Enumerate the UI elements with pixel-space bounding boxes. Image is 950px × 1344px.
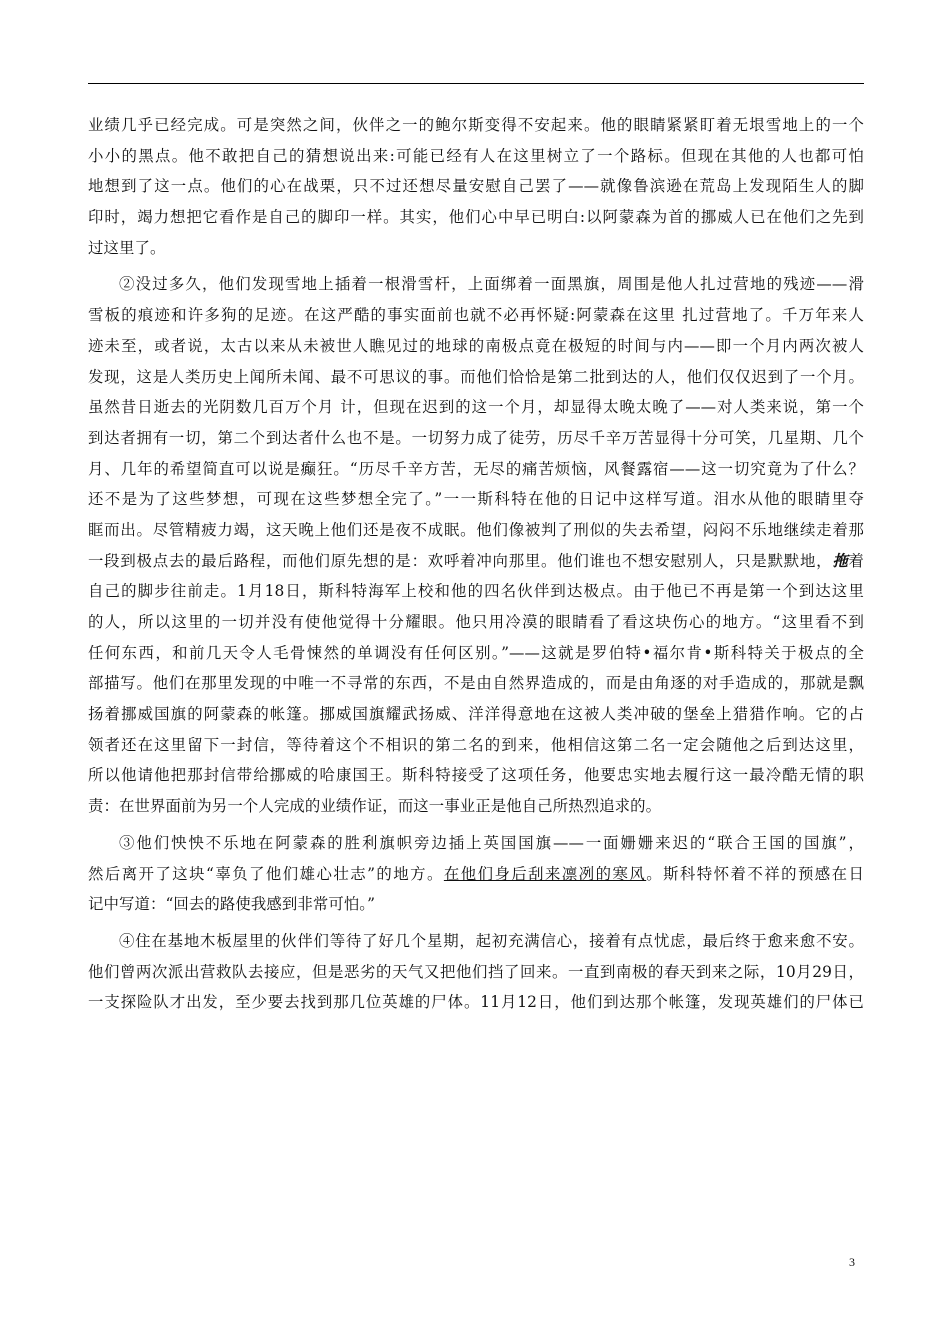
text-line: 扬着挪威国旗的阿蒙森的帐篷。挪威国旗耀武扬威、洋洋得意地在这被人类冲破的堡垒上猎猎作响。它的占 — [88, 705, 864, 724]
text-line: 自己的脚步往前走。1月18日，斯科特海军上校和他的四名伙伴到达极点。由于他已不再是第一个到达这里 — [88, 582, 864, 601]
paragraph-2 — [88, 269, 864, 821]
text-line: ②没过多久，他们发现雪地上插着一根滑雪杆，上面绑着一面黑旗，周围是他人扎过营地的残迹——滑 — [119, 275, 864, 294]
text-line: 还不是为了这些梦想，可现在这些梦想全完了。”一一斯科特在他的日记中这样写道。泪水从他的眼睛里夺 — [88, 490, 864, 509]
text-segment: 。斯科特怀着不祥的预感在日 — [646, 864, 865, 883]
text-line-with-underline — [88, 859, 864, 890]
text-line: ④住在基地木板屋里的伙伴们等待了好几个星期，起初充满信心，接着有点忧虑，最后终于愈来愈不安。 — [119, 931, 864, 950]
text-line: 任何东西，和前几天令人毛骨悚然的单调没有任何区别。”——这就是罗伯特•福尔肯•斯科特关于极点的全 — [88, 643, 864, 662]
text-line: 的人，所以这里的一切并没有使他觉得十分耀眼。他只用冷漠的眼睛看了看这块伤心的地方。“这里看不到 — [88, 613, 864, 631]
text-line: ③他们怏怏不乐地在阿蒙森的胜利旗帜旁边插上英国国旗——一面姗姗来迟的“联合王国的国旗”， — [119, 833, 864, 852]
text-line: 记中写道：“回去的路使我感到非常可怕。” — [88, 895, 376, 914]
underlined-sentence: 在他们身后刮来凛冽的寒风 — [443, 864, 647, 883]
text-line: 一支探险队才出发，至少要去找到那几位英雄的尸体。11月12日，他们到达那个帐篷，发现英雄们的尸体已 — [88, 993, 864, 1012]
text-line: 小小的黑点。他不敢把自己的猜想说出来:可能已经有人在这里树立了一个路标。但现在其他的人也都可怕 — [88, 146, 864, 165]
text-segment: 然后离开了这块“辜负了他们雄心壮志”的地方。 — [88, 864, 444, 883]
text-line: 虽然昔日逝去的光阴数几百万个月 计，但现在迟到的这一个月，却显得太晚太晚了——对人类来说，第一个 — [88, 398, 864, 417]
text-line: 地想到了这一点。他们的心在战栗，只不过还想尽量安慰自己罢了——就像鲁滨逊在荒岛上发现陌生人的脚 — [88, 177, 864, 196]
text-line: 眶而出。尽管精疲力竭，这天晚上他们还是夜不成眠。他们像被判了刑似的失去希望，闷闷不乐地继续走着那 — [88, 520, 864, 539]
paragraph-3 — [88, 828, 864, 920]
header-rule — [88, 83, 864, 84]
text-line: 雪板的痕迹和许多狗的足迹。在这严酷的事实面前也就不必再怀疑:阿蒙森在这里 扎过营地了。千万年来人 — [88, 306, 864, 325]
text-line: 迹未至，或者说，太古以来从未被世人瞧见过的地球的南极点竟在极短的时间与内——即一个月内两次被人 — [88, 336, 864, 355]
paragraph-4 — [88, 926, 864, 1018]
text-line: 他们曾两次派出营救队去接应，但是恶劣的天气又把他们挡了回来。一直到南极的春天到来之际，10月29日， — [88, 962, 864, 981]
text-line: 业绩几乎已经完成。可是突然之间，伙伴之一的鲍尔斯变得不安起来。他的眼睛紧紧盯着无垠雪地上的一个 — [88, 116, 864, 134]
paragraph-1 — [88, 110, 864, 263]
text-line: 月、几年的希望简直可以说是癫狂。“历尽千辛方苦，无尽的痛苦烦恼，风餐露宿——这一切究竟为了什么？ — [88, 459, 864, 478]
text-line: 所以他请他把那封信带给挪威的哈康国王。斯科特接受了这项任务，他要忠实地去履行这一最冷酷无情的职 — [88, 766, 864, 785]
document-body — [88, 110, 864, 1018]
text-line: 发现，这是人类历史上闻所未闻、最不可思议的事。而他们恰恰是第二批到达的人，他们仅仅迟到了一个月。 — [88, 367, 864, 386]
text-segment: 一段到极点去的最后路程，而他们原先想的是：欢呼着冲向那里。他们谁也不想安慰别人，只是默默地， — [88, 551, 833, 570]
text-line: 部描写。他们在那里发现的中唯一不寻常的东西，不是由自然界造成的，而是由角逐的对手造成的，那就是飘 — [88, 674, 864, 693]
text-line: 过这里了。 — [88, 238, 166, 257]
text-line: 责：在世界面前为另一个人完成的业绩作证，而这一事业正是他自己所热烈追求的。 — [88, 797, 662, 816]
text-line-with-emphasis — [88, 546, 864, 577]
page-number: 3 — [849, 1255, 855, 1269]
text-line: 印时，竭力想把它看作是自己的脚印一样。其实，他们心中早已明白:以阿蒙森为首的挪威人已在他们之先到 — [88, 208, 864, 227]
text-line: 到达者拥有一切，第二个到达者什么也不是。一切努力成了徒劳，历尽千辛万苦显得十分可笑，几星期、几个 — [88, 428, 864, 447]
emphasized-word: 拖 — [832, 551, 849, 570]
text-line: 领者还在这里留下一封信，等待着这个不相识的第二名的到来，他相信这第二名一定会随他之后到达这里， — [88, 735, 864, 754]
text-segment: 着 — [848, 551, 864, 570]
